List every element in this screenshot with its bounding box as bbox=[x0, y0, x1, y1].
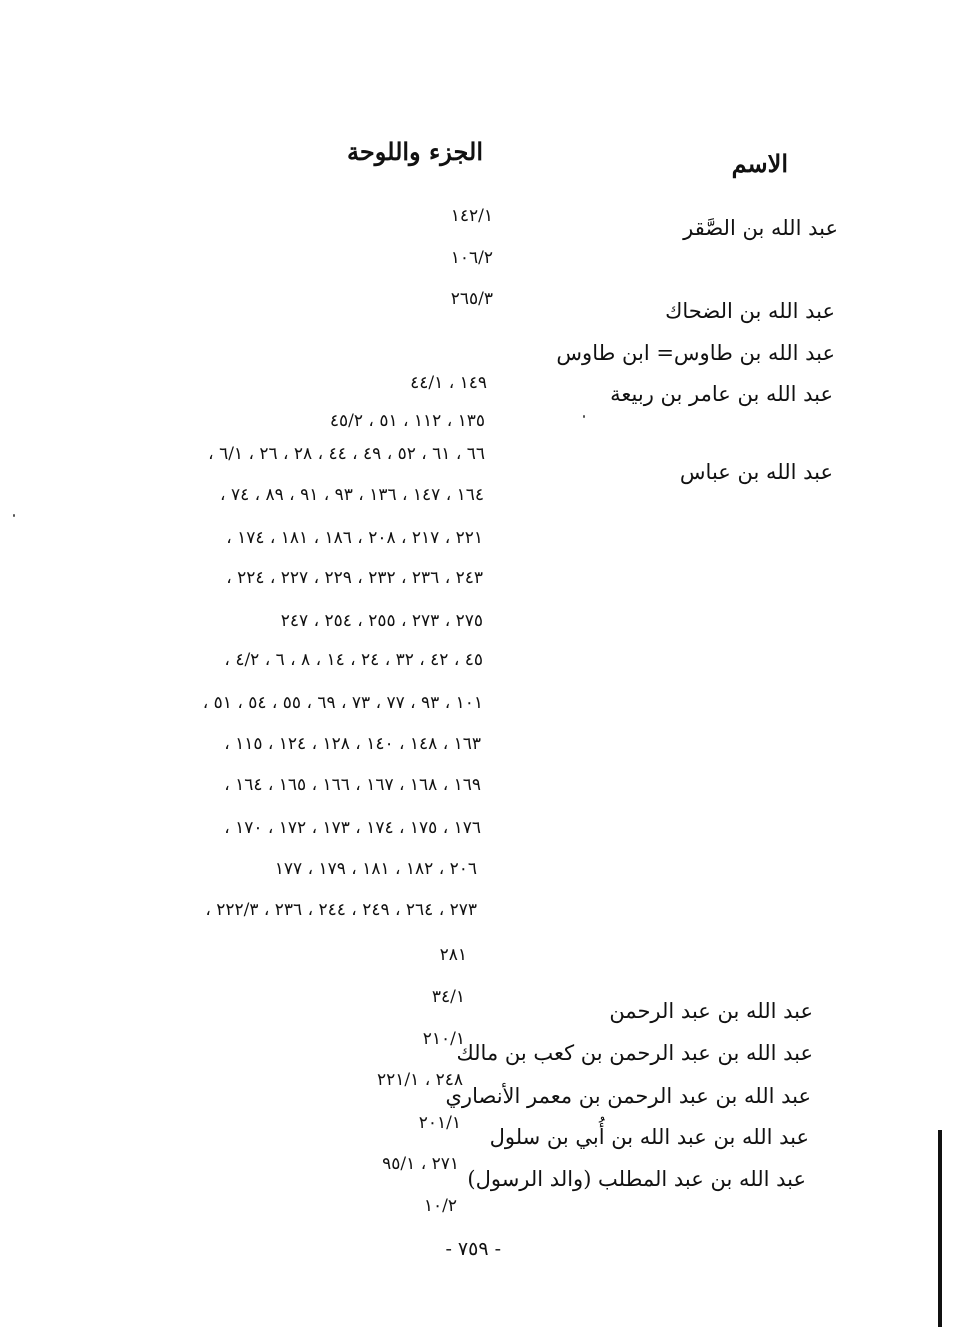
scan-speck bbox=[13, 514, 15, 517]
volume-plate-ref: ١٦٣ ، ١٤٨ ، ١٤٠ ، ١٢٨ ، ١٢٤ ، ١١٥ ، bbox=[224, 734, 481, 754]
volume-plate-ref: ١٦٤ ، ١٤٧ ، ١٣٦ ، ٩٣ ، ٩١ ، ٨٩ ، ٧٤ ، bbox=[220, 485, 484, 505]
column-header-volume-plate: الجزء واللوحة bbox=[347, 137, 483, 166]
volume-plate-ref: ٢٠١/١ bbox=[418, 1113, 461, 1133]
volume-plate-ref: ١٦٩ ، ١٦٨ ، ١٦٧ ، ١٦٦ ، ١٦٥ ، ١٦٤ ، bbox=[224, 775, 481, 795]
volume-plate-ref: ٢٤٨ ، ٢٢١/١ bbox=[377, 1070, 463, 1090]
volume-plate-ref: ١٠١ ، ٩٣ ، ٧٧ ، ٧٣ ، ٦٩ ، ٥٥ ، ٥٤ ، ٥١ ، bbox=[202, 693, 483, 713]
volume-plate-ref: ٤٥ ، ٤٢ ، ٣٢ ، ٢٤ ، ١٤ ، ٨ ، ٦ ، ٤/٢ ، bbox=[224, 650, 483, 670]
index-name: عبد الله بن عباس bbox=[679, 460, 833, 484]
volume-plate-ref: ١٤٩ ، ٤٤/١ bbox=[410, 373, 487, 393]
volume-plate-ref: ٢٨١ bbox=[439, 945, 467, 965]
index-name: عبد الله بن الصَّقر bbox=[683, 216, 838, 240]
index-name: عبد الله بن عبد الرحمن بن معمر الأنصاري bbox=[445, 1084, 811, 1108]
volume-plate-ref: ٢٢١ ، ٢١٧ ، ٢٠٨ ، ١٨٦ ، ١٨١ ، ١٧٤ ، bbox=[226, 528, 483, 548]
index-name: عبد الله بن الضحاك bbox=[665, 299, 835, 323]
volume-plate-ref: ٢٠٦ ، ١٨٢ ، ١٨١ ، ١٧٩ ، ١٧٧ bbox=[274, 859, 477, 879]
volume-plate-ref: ٢٧٣ ، ٢٦٤ ، ٢٤٩ ، ٢٤٤ ، ٢٣٦ ، ٢٢٢/٣ ، bbox=[205, 900, 477, 920]
index-name: عبد الله بن عامر بن ربيعة bbox=[610, 382, 833, 406]
volume-plate-ref: ٢٦٥/٣ bbox=[450, 289, 493, 309]
page-edge-scan-line bbox=[938, 1130, 942, 1327]
volume-plate-ref: ٣٤/١ bbox=[431, 987, 465, 1007]
column-header-name: الاسم bbox=[731, 149, 788, 178]
index-name: عبد الله بن عبد المطلب (والد الرسول) bbox=[467, 1167, 806, 1191]
volume-plate-ref: ٦٦ ، ٦١ ، ٥٢ ، ٤٩ ، ٤٤ ، ٢٨ ، ٢٦ ، ٦/١ ، bbox=[208, 444, 485, 464]
volume-plate-ref: ٢٧٥ ، ٢٧٣ ، ٢٥٥ ، ٢٥٤ ، ٢٤٧ bbox=[280, 611, 483, 631]
volume-plate-ref: ١٧٦ ، ١٧٥ ، ١٧٤ ، ١٧٣ ، ١٧٢ ، ١٧٠ ، bbox=[224, 818, 481, 838]
volume-plate-ref: ٢٧١ ، ٩٥/١ bbox=[382, 1154, 459, 1174]
index-name: عبد الله بن عبد الرحمن bbox=[609, 999, 813, 1023]
volume-plate-ref: ١٠/٢ bbox=[423, 1196, 457, 1216]
index-name: عبد الله بن طاوس= ابن طاوس bbox=[556, 341, 835, 365]
scan-speck bbox=[583, 415, 585, 418]
index-name: عبد الله بن عبد الله بن أُبي بن سلول bbox=[489, 1125, 809, 1149]
index-name: عبد الله بن عبد الرحمن بن كعب بن مالك bbox=[456, 1041, 813, 1065]
volume-plate-ref: ٢١٠/١ bbox=[422, 1029, 465, 1049]
volume-plate-ref: ٢٤٣ ، ٢٣٦ ، ٢٣٢ ، ٢٢٩ ، ٢٢٧ ، ٢٢٤ ، bbox=[226, 568, 483, 588]
volume-plate-ref: ١٤٢/١ bbox=[450, 206, 493, 226]
volume-plate-ref: ١٠٦/٢ bbox=[450, 248, 493, 268]
volume-plate-ref: ١٣٥ ، ١١٢ ، ٥١ ، ٤٥/٢ bbox=[329, 411, 485, 431]
page-number: - ٧٥٩ - bbox=[445, 1238, 501, 1260]
